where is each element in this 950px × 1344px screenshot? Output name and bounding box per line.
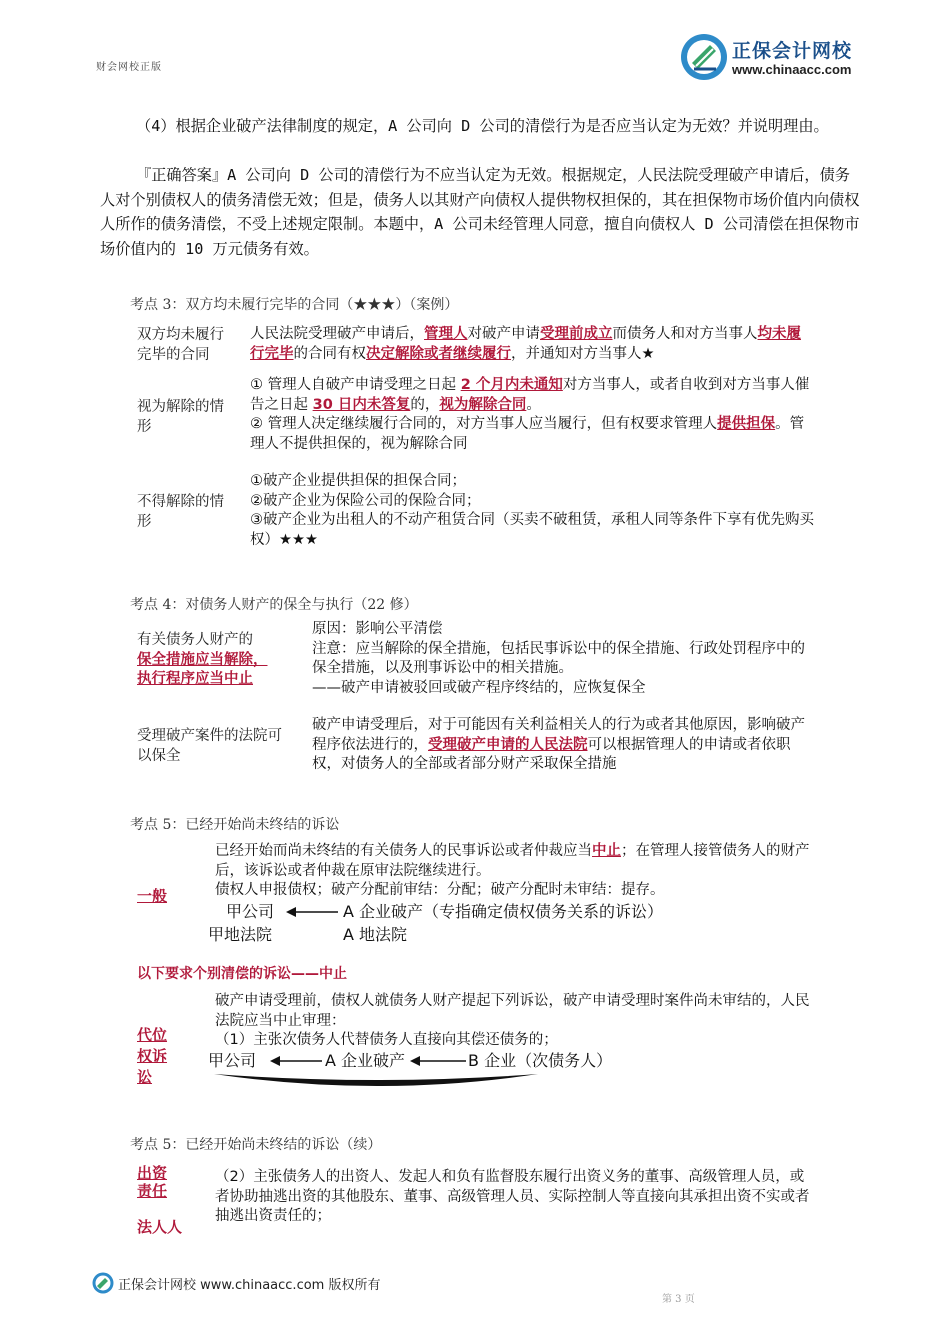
- logo-icon: [680, 33, 728, 81]
- q4-question: （4）根据企业破产法律制度的规定，A 公司向 D 公司的清偿行为是否应当认定为无效？并说明理由。: [136, 117, 829, 135]
- s3-row1-text: 人民法院受理破产申请后，管理人对破产申请受理前成立而债务人和对方当事人均未履行完毕的合同有权决定解除或者继续履行，并通知对方当事人★: [250, 326, 801, 362]
- s3-row1-label: 双方均未履行完毕的合同: [137, 327, 224, 363]
- s5-subrogation-text: 破产申请受理前，债权人就债务人财产提起下列诉讼，破产申请受理时案件尚未审结的，人民法院应当中止审理： （1）主张次债务人代替债务人直接向其偿还债务的；: [215, 993, 810, 1048]
- diagram-debtor: A 企业破产（专指确定债权债务关系的诉讼）: [343, 902, 664, 921]
- section4-title: 考点 4：对债务人财产的保全与执行（22 修）: [130, 597, 418, 613]
- diagram-company: 甲公司: [208, 1051, 257, 1070]
- diagram-bankrupt: A 企业破产: [325, 1051, 406, 1070]
- arrow-left-icon: [286, 906, 338, 918]
- q4-answer: [100, 163, 860, 261]
- list-item: ③破产企业为出租人的不动产租赁合同（买卖不破租赁，承租人同等条件下享有优先购买权）★★★: [250, 512, 814, 548]
- corner-text: 财会网校正版: [96, 62, 162, 73]
- s4-row2-label: 受理破产案件的法院可以保全: [137, 728, 282, 764]
- s5-subrogation-label: 代位权诉讼: [137, 1026, 168, 1086]
- s3-row3-label: 不得解除的情形: [137, 494, 224, 530]
- curved-arrow-icon: [208, 1064, 548, 1090]
- section5b-title: 考点 5：已经开始尚未终结的诉讼（续）: [130, 1137, 382, 1153]
- page-number: 第 3 页: [662, 1294, 695, 1305]
- footer-logo-icon: [92, 1272, 114, 1294]
- section3-title: 考点 3：双方均未履行完毕的合同（★★★）（案例）: [130, 297, 459, 313]
- list-item: ①破产企业提供担保的担保合同；: [250, 473, 466, 489]
- section5-title: 考点 5：已经开始尚未终结的诉讼: [130, 817, 340, 833]
- answer-tag: 『正确答案』: [136, 166, 228, 184]
- s5-general-label: 一般: [137, 887, 168, 905]
- s5-sub-title: 以下要求个别清偿的诉讼——中止: [137, 966, 347, 982]
- diagram-court-right: A 地法院: [343, 925, 408, 944]
- s4-row2-text: 破产申请受理后，对于可能因有关利益相关人的行为或者其他原因，影响破产程序依法进行的，受理破产申请的人民法院可以根据管理人的申请或者依职权，对债务人的全部或者部分财产采取保全措施: [312, 717, 805, 772]
- diagram-sub-debtor: B 企业（次债务人）: [468, 1051, 613, 1070]
- s5b-text: （2）主张债务人的出资人、发起人和负有监督股东履行出资义务的董事、高级管理人员，或者协助抽逃出资的其他股东、董事、高级管理人员、实际控制人等直接向其承担出资不实或者抽逃出资责任的；: [215, 1169, 810, 1224]
- s5b-label2: 法人人: [137, 1218, 183, 1236]
- logo-url: www.chinaacc.com: [732, 62, 852, 77]
- diagram-court-left: 甲地法院: [208, 925, 273, 944]
- s5-general-text: 已经开始而尚未终结的有关债务人的民事诉讼或者仲裁应当中止；在管理人接管债务人的财产后，该诉讼或者仲裁在原审法院继续进行。 债权人申报债权；破产分配前审结：分配；破产分配时未审结：提存。: [215, 843, 810, 898]
- s3-row2-text: ① 管理人自破产申请受理之日起 2 个月内未通知对方当事人，或者自收到对方当事人催告之日起 30 日内未答复的，视为解除合同。 ② 管理人决定继续履行合同的，对方当事人应当履行，但有权要求管理人提供担保。管理人不提供担保的，视为解除合同: [250, 377, 810, 452]
- logo-name: 正保会计网校: [732, 40, 853, 62]
- s3-row3-list: [250, 472, 815, 550]
- footer-text: 正保会计网校 www.chinaacc.com 版权所有: [118, 1278, 381, 1293]
- answer-text: A 公司向 D 公司的清偿行为不应当认定为无效。根据规定，人民法院受理破产申请后，债务人对个别债权人的债务清偿无效；但是，债务人以其财产向债权人提供物权担保的，其在担保物市场价值内向债权人所作的债务清偿，不受上述规定限制。本题中，A 公司未经管理人同意，擅自向债权人 D 公司清偿在担保物市场价值内的 10 万元债务有效。: [100, 166, 860, 258]
- s3-row2-label: 视为解除的情形: [137, 399, 224, 435]
- s4-row1-text: 原因：影响公平清偿 注意：应当解除的保全措施，包括民事诉讼中的保全措施、行政处罚程序中的保全措施，以及刑事诉讼中的相关措施。 ——破产申请被驳回或破产程序终结的，应恢复保全: [312, 621, 805, 696]
- s5b-label: 出资责任: [137, 1164, 168, 1200]
- s4-row1-label: 有关债务人财产的 保全措施应当解除， 执行程序应当中止: [137, 632, 268, 687]
- diagram-creditor: 甲公司: [226, 902, 275, 921]
- list-item: ②破产企业为保险公司的保险合同；: [250, 492, 481, 509]
